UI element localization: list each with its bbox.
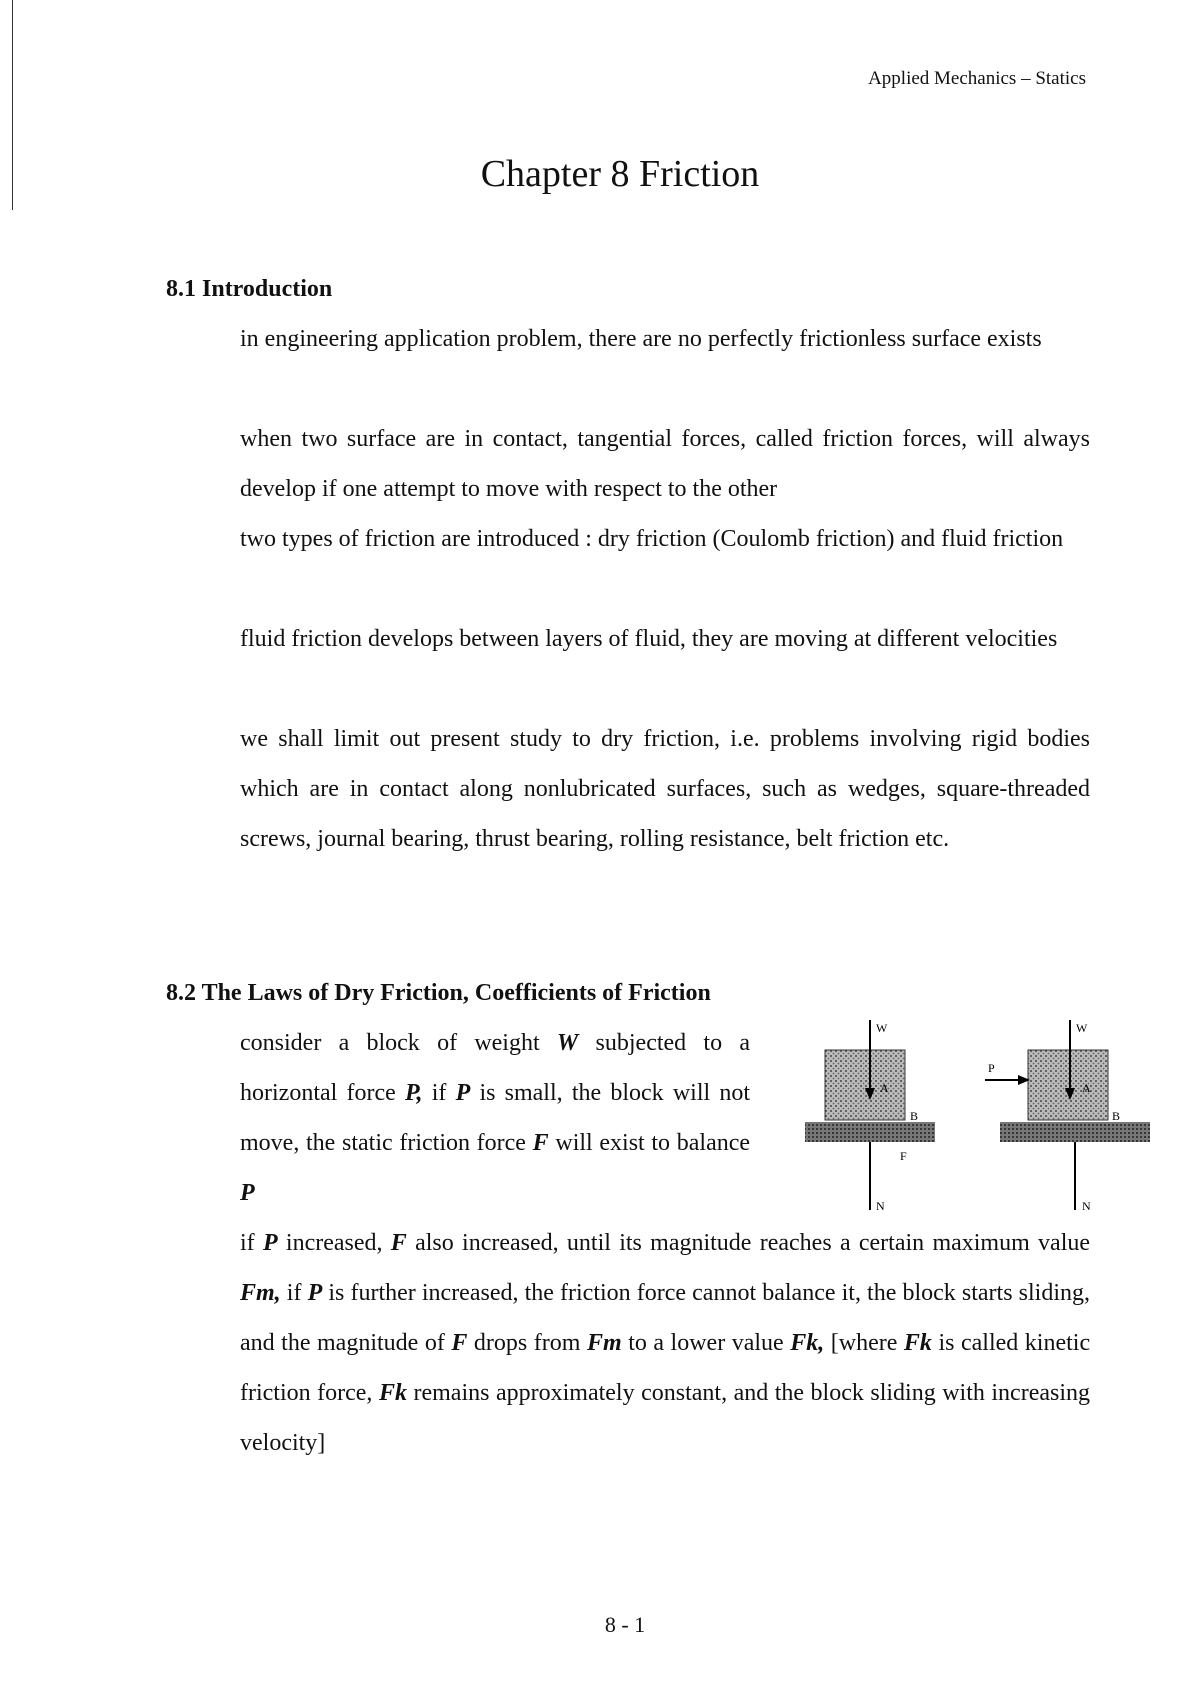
intro-text-3: two types of friction are introduced : dry friction (Coulomb friction) and fluid friction xyxy=(240,526,1064,552)
ground-right xyxy=(1000,1122,1150,1142)
ground-left xyxy=(805,1122,935,1142)
text-run: remains approximately constant, and the block sliding with increasing velocity] xyxy=(240,1380,1091,1456)
block-left xyxy=(825,1050,905,1120)
label-a-left: A xyxy=(880,1081,889,1095)
text-run: if xyxy=(286,1280,302,1306)
var-f: F xyxy=(451,1330,468,1356)
text-run: to a lower value xyxy=(628,1330,784,1356)
text-run: [where xyxy=(830,1330,898,1356)
intro-paragraph-1 xyxy=(210,314,1090,364)
page-number: 8 - 1 xyxy=(604,1612,646,1637)
text-run: if xyxy=(431,1080,447,1106)
label-w-left: W xyxy=(876,1021,888,1035)
dry-friction-paragraph-2 xyxy=(210,1218,1090,1468)
text-run: increased, xyxy=(285,1230,383,1256)
text-run: if xyxy=(240,1230,255,1256)
intro-text-1: in engineering application problem, there are no perfectly frictionless surface exists xyxy=(240,326,1042,352)
block-right xyxy=(1028,1050,1108,1120)
label-w-right: W xyxy=(1076,1021,1088,1035)
intro-text-4: fluid friction develops between layers of fluid, they are moving at different velocities xyxy=(240,626,1058,652)
friction-block-diagram xyxy=(760,1000,1160,1220)
var-p: P xyxy=(262,1230,278,1256)
var-f: F xyxy=(532,1130,549,1156)
text-run: also increased, until its magnitude reaches a certain maximum value xyxy=(415,1230,1091,1256)
label-n-left: N xyxy=(876,1199,885,1213)
text-run: is further increased, the friction force cannot balance it, the block starts sliding, and the magnitude of xyxy=(240,1280,1091,1356)
intro-paragraph-4 xyxy=(210,614,1090,664)
label-p-right: P xyxy=(988,1061,995,1075)
chapter-title: Chapter 8 Friction xyxy=(480,153,760,195)
var-p: P, xyxy=(404,1080,423,1106)
var-fk: Fk xyxy=(903,1330,932,1356)
label-a-right: A xyxy=(1082,1081,1091,1095)
label-f-left: F xyxy=(900,1149,907,1163)
var-fk: Fk, xyxy=(790,1330,825,1356)
label-b-right: B xyxy=(1112,1109,1121,1123)
var-p: P xyxy=(240,1180,255,1206)
intro-paragraph-3 xyxy=(210,514,1090,564)
intro-text-2: when two surface are in contact, tangential forces, called friction forces, will always develop if one attempt to move with respect to the other xyxy=(240,426,1090,502)
text-run: is called kinetic friction force, xyxy=(240,1330,1091,1406)
intro-text-5: we shall limit out present study to dry friction, i.e. problems involving rigid bodies which are in contact along nonlubricated surfaces, such as wedges, square-threaded screws, journal bearing, thrust bearing, rolling resistance, belt friction etc. xyxy=(240,726,1090,852)
text-run: drops from xyxy=(473,1330,581,1356)
section-heading-8-1: 8.1 Introduction xyxy=(166,276,333,302)
label-n-right: N xyxy=(1082,1199,1091,1213)
var-fk: Fk xyxy=(378,1380,407,1406)
intro-paragraph-2 xyxy=(210,414,1090,514)
text-run: subjected to a horizontal force xyxy=(240,1030,751,1106)
var-fm: Fm xyxy=(586,1330,622,1356)
text-run: is small, the block will not move, the static friction force xyxy=(240,1080,751,1156)
var-fm: Fm, xyxy=(240,1280,281,1306)
running-header: Applied Mechanics – Statics xyxy=(868,68,1086,89)
var-f: F xyxy=(390,1230,407,1256)
var-p: P xyxy=(307,1280,323,1306)
label-b-left: B xyxy=(910,1109,919,1123)
section-heading-8-2: 8.2 The Laws of Dry Friction, Coefficients of Friction xyxy=(166,980,711,1006)
var-w: W xyxy=(556,1030,579,1056)
text-run: will exist to balance xyxy=(555,1130,751,1156)
text-run: consider a block of weight xyxy=(240,1030,540,1056)
intro-paragraph-5 xyxy=(210,714,1090,864)
var-p: P xyxy=(455,1080,471,1106)
dry-friction-paragraph-1 xyxy=(210,1018,750,1218)
